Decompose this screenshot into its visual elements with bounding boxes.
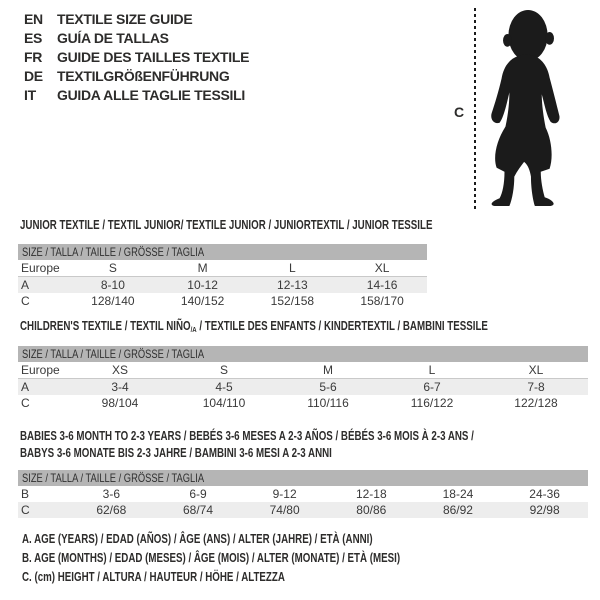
row-label: C: [18, 502, 68, 518]
row-label: Europe: [18, 362, 68, 379]
cell-value: 98/104: [101, 396, 139, 410]
cell-value: 140/152: [180, 294, 225, 308]
cell-value: XL: [337, 260, 427, 277]
size-header-text: SIZE / TALLA / TAILLE / GRÖSSE / TAGLIA: [22, 471, 205, 485]
babies-table-title: BABIES 3-6 MONTH TO 2-3 YEARS / BEBÉS 3-6 MESES A 2-3 AÑOS / BÉBÉS 3-6 MOIS À 2-3 ANS / BABYS 3-6 MONATE BIS 2-3 JAHRE / BAMBINI 3-6 MESI A 2-3 ANNI: [20, 429, 474, 460]
guide-title: GUIDA ALLE TAGLIE TESSILI: [57, 87, 245, 103]
lang-code: EN: [24, 11, 43, 27]
lang-code: DE: [24, 68, 43, 84]
cell-value: S: [68, 260, 158, 277]
lang-row-en: [24, 10, 249, 29]
cell-value: 6-7: [380, 379, 484, 396]
cell-value: XL: [484, 362, 588, 379]
cell-value: 3-4: [68, 379, 172, 396]
cell-value: 24-36: [529, 487, 560, 501]
children-table-title: CHILDREN'S TEXTILE / TEXTIL $NIÑO_{/A}$ / TEXTILE DES ENFANTS / KINDERTEXTIL / BAMBINI TESSILE: [20, 319, 488, 334]
measurement-legend: [22, 530, 507, 587]
table-row: [18, 293, 427, 309]
cell-value: XS: [68, 362, 172, 379]
cell-value: 152/158: [270, 294, 315, 308]
cell-value: 158/170: [360, 294, 404, 308]
children-size-table: [18, 362, 588, 411]
baby-silhouette-icon: [483, 8, 575, 208]
junior-textile-section: [18, 218, 433, 309]
cell-value: 18-24: [442, 487, 474, 501]
cell-value: 5-6: [276, 379, 380, 396]
lang-code: ES: [24, 30, 43, 46]
lang-row-de: [24, 67, 249, 86]
lang-code: IT: [24, 87, 36, 103]
cell-value: 9-12: [272, 487, 297, 501]
guide-title: TEXTILGRÖßENFÜHRUNG: [57, 68, 230, 84]
cell-value: 68/74: [155, 502, 242, 518]
size-header-text: SIZE / TALLA / TAILLE / GRÖSSE / TAGLIA: [22, 347, 205, 361]
babies-textile-section: [18, 428, 588, 518]
babies-size-table: [18, 486, 588, 518]
legend-line-b: B. AGE (MONTHS) / EDAD (MESES) / ÂGE (MOIS) / ALTER (MONATE) / ETÀ (MESI): [22, 551, 401, 565]
legend-line-c: C. (cm) HEIGHT / ALTURA / HAUTEUR / HÖHE / ALTEZZA: [22, 570, 285, 584]
junior-size-table: [18, 260, 427, 309]
cell-value: 80/86: [328, 502, 415, 518]
baby-height-figure: [445, 5, 590, 217]
table-row: [18, 362, 588, 379]
row-label: A: [18, 277, 68, 294]
size-header-bar: [18, 244, 427, 260]
cell-value: 12-13: [248, 277, 338, 294]
size-header-bar: [18, 470, 588, 486]
gender-subscript: /A: [190, 325, 197, 334]
cell-value: S: [172, 362, 276, 379]
cell-value: 14-16: [337, 277, 427, 294]
row-label: C: [21, 396, 30, 410]
junior-table-title: JUNIOR TEXTILE / TEXTIL JUNIOR/ TEXTILE JUNIOR / JUNIORTEXTIL / JUNIOR TESSILE: [20, 218, 433, 232]
table-row: [18, 502, 588, 518]
language-title-list: [24, 10, 249, 105]
cell-value: 62/68: [68, 502, 155, 518]
cell-value: 110/116: [307, 396, 349, 410]
size-header-bar: [18, 346, 588, 362]
cell-value: 116/122: [410, 396, 454, 410]
table-row: [18, 260, 427, 277]
cell-value: 7-8: [484, 379, 588, 396]
cell-value: L: [380, 362, 484, 379]
table-row: [18, 395, 588, 411]
row-label: B: [21, 487, 30, 501]
children-textile-section: [18, 320, 588, 411]
size-header-text: SIZE / TALLA / TAILLE / GRÖSSE / TAGLIA: [22, 245, 205, 259]
row-label: A: [18, 379, 68, 396]
cell-value: 74/80: [241, 502, 328, 518]
cell-value: M: [158, 260, 248, 277]
cell-value: 122/128: [514, 396, 558, 410]
cell-value: 8-10: [68, 277, 158, 294]
cell-value: 128/140: [91, 294, 135, 308]
row-label: Europe: [18, 260, 68, 277]
guide-title: GUIDE DES TAILLES TEXTILE: [57, 49, 250, 65]
cell-value: M: [276, 362, 380, 379]
cell-value: 104/110: [202, 396, 246, 410]
guide-title: GUÍA DE TALLAS: [57, 30, 169, 46]
cell-value: 92/98: [501, 502, 588, 518]
table-row: [18, 277, 427, 294]
lang-row-fr: [24, 48, 249, 67]
cell-value: 6-9: [189, 487, 207, 501]
lang-row-it: [24, 86, 249, 105]
cell-value: 10-12: [158, 277, 248, 294]
height-measure-line: [474, 8, 476, 212]
cell-value: 4-5: [172, 379, 276, 396]
cell-value: 12-18: [355, 487, 387, 501]
cell-value: 86/92: [415, 502, 502, 518]
cell-value: L: [248, 260, 338, 277]
height-label: C: [454, 104, 465, 120]
legend-line-a: A. AGE (YEARS) / EDAD (AÑOS) / ÂGE (ANS) / ALTER (JAHRE) / ETÀ (ANNI): [22, 532, 373, 546]
table-row: [18, 486, 588, 502]
lang-code: FR: [24, 49, 43, 65]
lang-row-es: [24, 29, 249, 48]
cell-value: 3-6: [102, 487, 120, 501]
row-label: C: [21, 294, 30, 308]
table-row: [18, 379, 588, 396]
guide-title: TEXTILE SIZE GUIDE: [57, 11, 193, 27]
